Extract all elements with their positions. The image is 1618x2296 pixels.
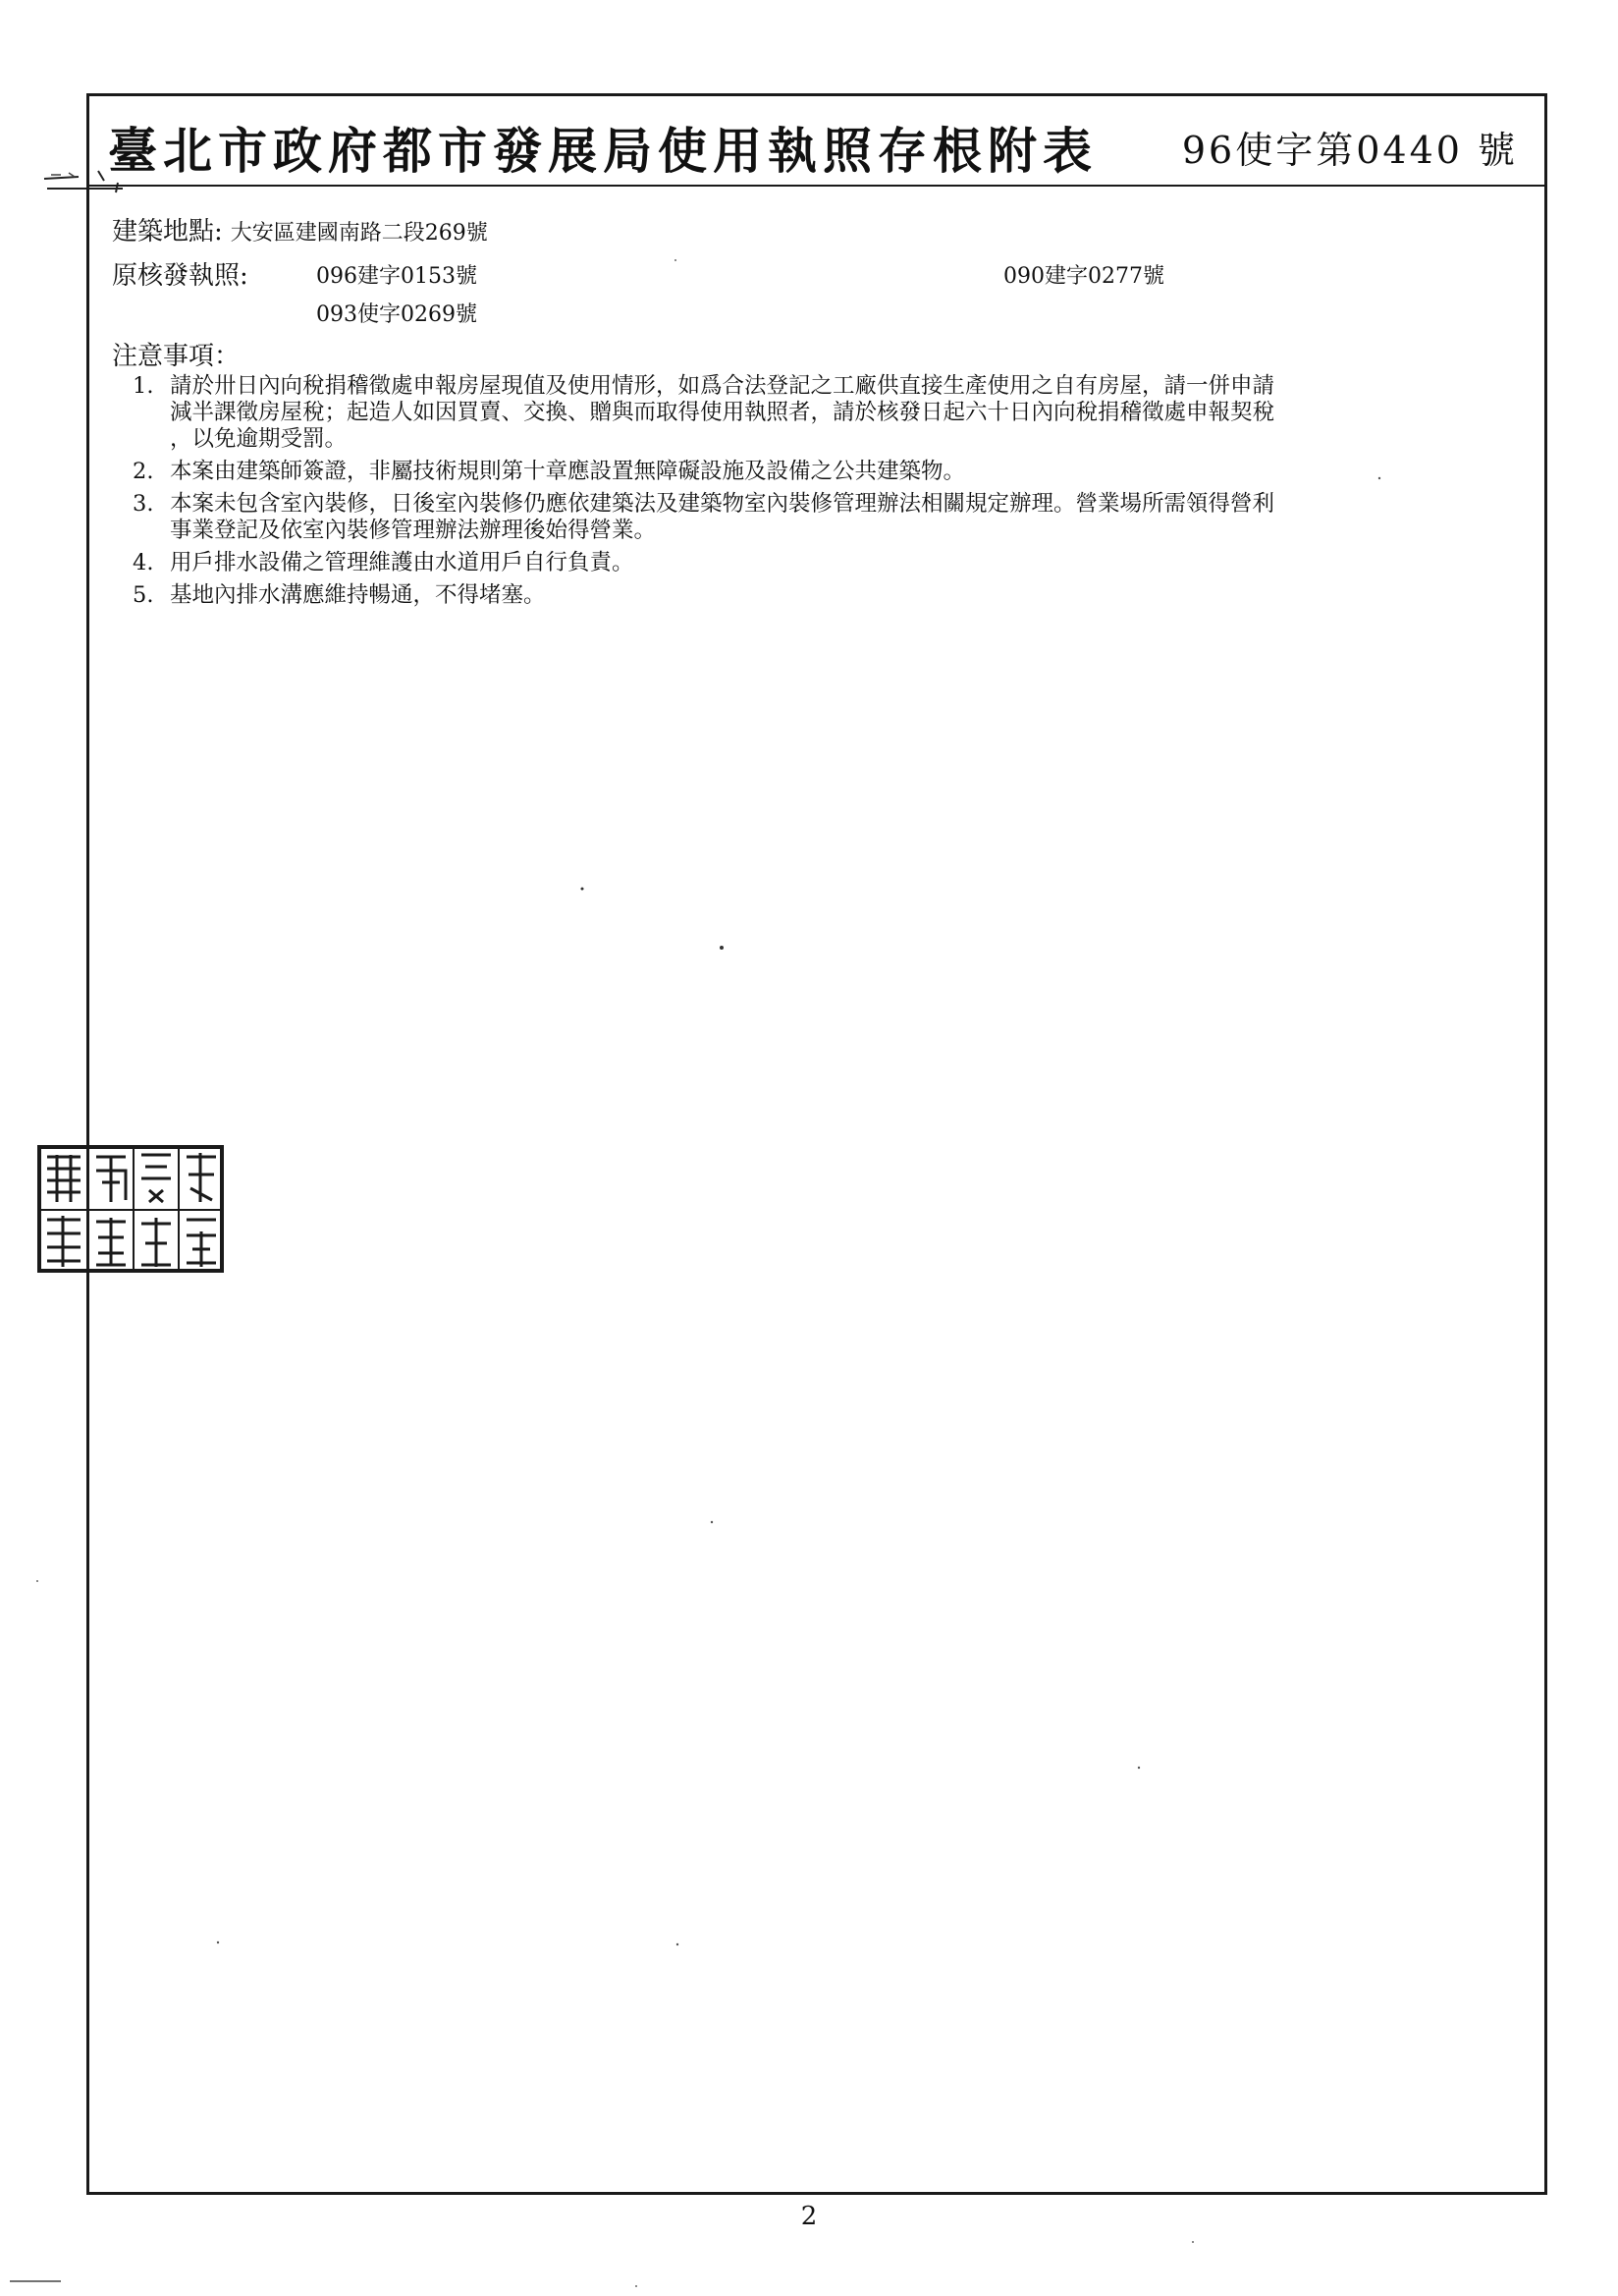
note-number: 4. (133, 550, 154, 575)
title-row (86, 106, 1547, 185)
note-text (170, 459, 1537, 485)
site-location-label: 建築地點: (112, 217, 223, 246)
note-item (133, 550, 1537, 576)
note-line: 請於卅日內向稅捐稽徵處申報房屋現值及使用情形，如爲合法登記之工廠供直接生產使用之自有房屋，請一併申請 (170, 373, 1275, 399)
permit-number: 96使字第0440 號 (1181, 129, 1518, 172)
note-line: 本案由建築師簽證，非屬技術規則第十章應設置無障礙設施及設備之公共建築物。 (170, 459, 966, 484)
note-text (170, 491, 1537, 544)
document-title: 臺北市政府都市發展局使用執照存根附表 (108, 122, 1098, 180)
note-item (133, 491, 1537, 544)
note-number: 3. (133, 491, 154, 517)
note-line: 用戶排水設備之管理維護由水道用戶自行負責。 (170, 550, 634, 575)
page-number: 2 (800, 2202, 818, 2231)
note-line: 基地內排水溝應維持暢通，不得堵塞。 (170, 582, 546, 608)
notes-list (133, 373, 1537, 615)
note-item (133, 582, 1537, 609)
official-seal-icon (37, 1145, 224, 1275)
original-permit-item: 090建字0277號 (1003, 264, 1164, 289)
note-line: 減半課徵房屋稅；起造人如因買賣、交換、贈與而取得使用執照者，請於核發日起六十日內向稅捐稽徵處申報契稅 (170, 400, 1275, 425)
notes-heading: 注意事項： (112, 342, 241, 371)
site-location-value: 大安區建國南路二段269號 (230, 221, 488, 246)
note-number: 1. (133, 373, 154, 399)
note-text (170, 373, 1537, 453)
original-permits-label: 原核發執照: (112, 261, 248, 291)
note-number: 2. (133, 459, 154, 484)
note-text (170, 582, 1537, 609)
note-line: 本案未包含室內裝修，日後室內裝修仍應依建築法及建築物室內裝修管理辦法相關規定辦理。營業場所需領得營利 (170, 491, 1275, 517)
note-item (133, 373, 1537, 453)
note-number: 5. (133, 582, 154, 608)
note-line: ，以免逾期受罰。 (170, 426, 348, 452)
note-line: 事業登記及依室內裝修管理辦法辦理後始得營業。 (170, 518, 657, 543)
note-item (133, 459, 1537, 485)
original-permit-item: 093使字0269號 (316, 302, 477, 327)
title-divider (86, 185, 1547, 187)
site-location (112, 211, 488, 247)
note-text (170, 550, 1537, 576)
original-permit-item: 096建字0153號 (316, 264, 477, 289)
